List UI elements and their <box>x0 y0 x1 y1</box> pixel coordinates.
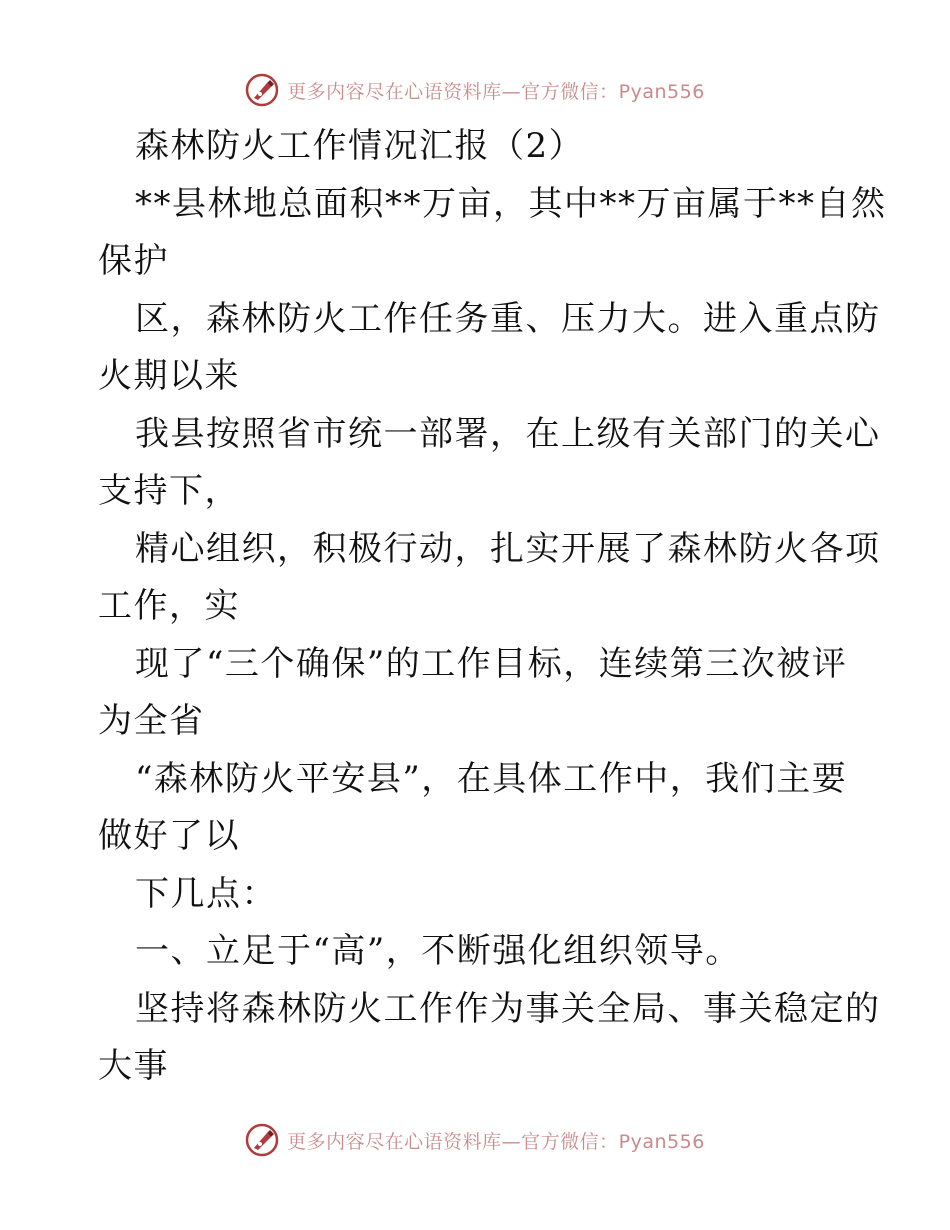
text-line: 为全省 <box>98 701 205 741</box>
text-line: 工作，实 <box>98 586 240 626</box>
footer-banner-text: 更多内容尽在心语资料库—官方微信：Pyan556 <box>287 1130 705 1153</box>
text-line: 做好了以 <box>98 816 240 856</box>
text-line: **县林地总面积**万亩，其中**万亩属于**自然 <box>135 183 887 224</box>
text-line: 保护 <box>98 241 169 281</box>
footer-banner <box>0 1120 950 1160</box>
pen-nib-logo-icon <box>245 1123 279 1157</box>
text-line: 支持下， <box>98 471 240 511</box>
pen-nib-logo-icon <box>245 73 279 107</box>
header-banner <box>0 70 950 110</box>
document-body <box>98 118 887 1096</box>
text-line: 我县按照省市统一部署，在上级有关部门的关心 <box>135 413 881 454</box>
text-line: 下几点： <box>135 873 277 914</box>
text-line: 大事 <box>98 1046 169 1086</box>
text-line: 火期以来 <box>98 356 240 396</box>
text-line: 一、立足于“高”，不断强化组织领导。 <box>135 931 741 971</box>
document-title: 森林防火工作情况汇报（2） <box>135 126 585 166</box>
header-banner-text: 更多内容尽在心语资料库—官方微信：Pyan556 <box>287 80 705 103</box>
text-line: 精心组织，积极行动，扎实开展了森林防火各项 <box>135 528 881 569</box>
text-line: “森林防火平安县”，在具体工作中，我们主要 <box>135 758 848 799</box>
text-line: 坚持将森林防火工作作为事关全局、事关稳定的 <box>135 988 881 1029</box>
text-line: 区，森林防火工作任务重、压力大。进入重点防 <box>135 298 881 339</box>
text-line: 现了“三个确保”的工作目标，连续第三次被评 <box>135 643 848 684</box>
